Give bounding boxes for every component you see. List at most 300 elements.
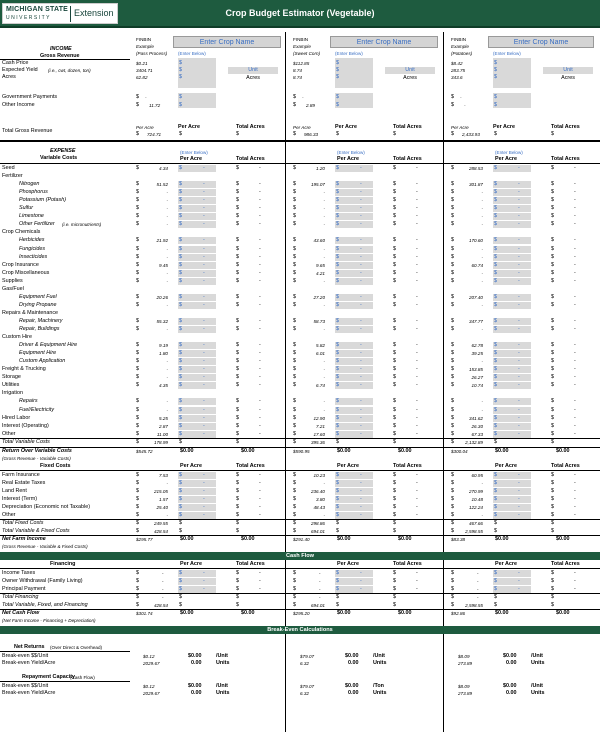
variable-cost-input[interactable]	[493, 374, 531, 381]
dollar-sign: $	[451, 131, 454, 137]
dollar-sign: $	[179, 261, 182, 268]
variable-cost-input[interactable]	[335, 326, 373, 333]
dollar-sign: $	[336, 366, 339, 373]
variable-cost-input[interactable]	[335, 246, 373, 253]
fixed-cost-input[interactable]	[178, 488, 216, 495]
variable-cost-input[interactable]	[493, 382, 531, 389]
fixed-cost-value: 215.05	[153, 488, 168, 494]
variable-cost-input[interactable]	[493, 205, 531, 212]
dollar-sign: $	[551, 253, 554, 260]
fixed-cost-input[interactable]	[493, 472, 531, 479]
total-dash: -	[416, 586, 418, 593]
input-dash: -	[518, 205, 520, 212]
dollar-sign: $	[393, 269, 396, 276]
variable-cost-input[interactable]	[493, 407, 531, 414]
dollar-sign: $	[236, 487, 239, 494]
financing-input[interactable]	[335, 578, 373, 585]
input-dash: -	[360, 277, 362, 284]
dollar-sign: $	[336, 578, 339, 585]
variable-cost-input[interactable]	[178, 181, 216, 188]
dollar-sign: $	[494, 438, 497, 445]
variable-cost-label: Custom Hire	[2, 334, 32, 341]
dollar-sign: $	[451, 205, 454, 212]
total-dash: -	[259, 495, 261, 502]
variable-cost-input[interactable]	[335, 197, 373, 204]
variable-cost-input[interactable]	[335, 407, 373, 414]
dollar-sign: $	[551, 406, 554, 413]
variable-cost-value: 4.34	[159, 166, 168, 171]
variable-cost-label: Potassium (Potash)	[19, 197, 67, 204]
variable-cost-input[interactable]	[335, 431, 373, 438]
total-dash: -	[259, 358, 261, 365]
net-cash-flow-value: $301.74	[136, 611, 153, 617]
variable-cost-input[interactable]	[178, 254, 216, 261]
variable-cost-input[interactable]	[493, 326, 531, 333]
variable-cost-input[interactable]	[178, 213, 216, 220]
fin-dash: -	[319, 571, 321, 577]
variable-cost-input[interactable]	[493, 342, 531, 349]
fin-dash: -	[162, 587, 164, 593]
variable-cost-input[interactable]	[178, 270, 216, 277]
dollar-sign: $	[494, 358, 497, 365]
per-acre-label: Per Acre	[293, 125, 311, 130]
total-dash: -	[259, 586, 261, 593]
variable-cost-input[interactable]	[335, 278, 373, 285]
variable-cost-input[interactable]	[178, 294, 216, 301]
dollar-sign: $	[451, 213, 454, 220]
dollar-sign: $	[494, 197, 497, 204]
dollar-sign: $	[494, 94, 497, 100]
variable-cost-input[interactable]	[178, 237, 216, 244]
financing-input[interactable]	[178, 578, 216, 585]
variable-cost-input[interactable]	[493, 350, 531, 357]
total-dash: -	[259, 165, 261, 171]
variable-cost-input[interactable]	[335, 342, 373, 349]
variable-cost-input[interactable]	[178, 358, 216, 365]
dollar-sign: $	[236, 181, 239, 188]
variable-cost-input[interactable]	[178, 197, 216, 204]
dollar-sign: $	[551, 479, 554, 486]
govt-other-input[interactable]	[493, 93, 531, 108]
price-yield-acres-input[interactable]	[493, 58, 531, 88]
variable-cost-input[interactable]	[335, 415, 373, 422]
variable-cost-input[interactable]	[493, 398, 531, 405]
variable-cost-input[interactable]	[493, 358, 531, 365]
dollar-sign: $	[236, 471, 239, 478]
input-dash: -	[360, 495, 362, 502]
variable-cost-input[interactable]	[178, 262, 216, 269]
dollar-sign: $	[336, 374, 339, 381]
variable-cost-input[interactable]	[178, 165, 216, 172]
price-yield-acres-input[interactable]	[335, 58, 373, 88]
dollar-sign: $	[551, 520, 554, 527]
variable-cost-value: 341.62	[468, 415, 483, 421]
variable-cost-input[interactable]	[178, 318, 216, 325]
fixed-cost-input[interactable]	[335, 488, 373, 495]
fixed-cost-input[interactable]	[493, 480, 531, 487]
total-dash: -	[416, 245, 418, 252]
dollar-sign: $	[336, 74, 339, 80]
variable-cost-label: Irrigation	[2, 390, 23, 397]
dollar-sign: $	[236, 479, 239, 486]
financing-input[interactable]	[178, 586, 216, 593]
acres-value: 8.74	[293, 75, 302, 80]
variable-cost-input[interactable]	[335, 254, 373, 261]
unit-label: Unit	[248, 67, 258, 73]
dollar-sign: $	[336, 102, 339, 108]
variable-cost-value: -	[166, 278, 168, 284]
financing-input[interactable]	[493, 570, 531, 577]
variable-cost-label: Repairs	[19, 398, 38, 405]
cash-price-value: $112.85	[293, 61, 310, 66]
nfi-per-acre-value: $0.00	[337, 536, 351, 543]
variable-cost-input[interactable]	[335, 350, 373, 357]
variable-cost-input[interactable]	[178, 246, 216, 253]
dollar-sign: $	[551, 317, 554, 324]
variable-cost-label: Storage	[2, 374, 21, 381]
variable-cost-label: Equipment Fuel	[19, 293, 57, 300]
input-dash: -	[203, 414, 205, 421]
fixed-cost-input[interactable]	[493, 512, 531, 519]
total-vf-value: 694.01	[310, 529, 325, 535]
variable-cost-input[interactable]	[335, 270, 373, 277]
dollar-sign: $	[179, 277, 182, 284]
variable-cost-label: Repair, Buildings	[19, 326, 60, 332]
variable-cost-input[interactable]	[335, 358, 373, 365]
variable-cost-value: -	[323, 190, 325, 196]
dollar-sign: $	[293, 221, 296, 228]
per-acre-header: Per Acre	[180, 462, 202, 469]
input-dash: -	[518, 578, 520, 585]
variable-cost-input[interactable]	[493, 278, 531, 285]
variable-cost-label: Repair, Machinery	[19, 317, 63, 324]
financing-input[interactable]	[335, 570, 373, 577]
variable-cost-input[interactable]	[178, 423, 216, 430]
dollar-sign: $	[494, 430, 497, 437]
total-dash: -	[574, 213, 576, 220]
variable-cost-input[interactable]	[335, 262, 373, 269]
variable-cost-input[interactable]	[335, 382, 373, 389]
variable-cost-input[interactable]	[335, 213, 373, 220]
dollar-sign: $	[336, 317, 339, 324]
input-dash: -	[518, 261, 520, 268]
per-acre-label: Per Acre	[451, 125, 469, 130]
dollar-sign: $	[336, 570, 339, 577]
dollar-sign: $	[393, 602, 396, 609]
input-dash: -	[360, 471, 362, 478]
total-dash: -	[416, 301, 418, 308]
input-dash: -	[518, 253, 520, 260]
financing-input[interactable]	[178, 570, 216, 577]
govt-payments-value: -	[145, 95, 147, 100]
variable-cost-label: Custom Application	[19, 358, 66, 365]
enter-below-hint: (Enter Below)	[493, 51, 521, 56]
input-dash: -	[360, 221, 362, 228]
variable-cost-input[interactable]	[335, 237, 373, 244]
dollar-sign: $	[494, 382, 497, 389]
fixed-cost-input[interactable]	[335, 512, 373, 519]
variable-cost-input[interactable]	[335, 366, 373, 373]
input-dash: -	[360, 205, 362, 212]
crop-name-input[interactable]: Enter Crop Name	[330, 36, 438, 48]
dollar-sign: $	[179, 487, 182, 494]
variable-cost-value: 17.60	[313, 431, 325, 437]
dollar-sign: $	[293, 586, 296, 593]
dollar-sign: $	[293, 165, 296, 171]
dollar-sign: $	[136, 245, 139, 252]
variable-cost-input[interactable]	[493, 246, 531, 253]
dollar-sign: $	[336, 406, 339, 413]
total-dash: -	[416, 197, 418, 204]
fin-dash: -	[162, 571, 164, 577]
dollar-sign: $	[136, 382, 139, 389]
financing-input[interactable]	[335, 586, 373, 593]
dollar-sign: $	[451, 520, 454, 527]
crop-name-input[interactable]: Enter Crop Name	[173, 36, 281, 48]
dollar-sign: $	[336, 293, 339, 300]
variable-cost-input[interactable]	[178, 205, 216, 212]
variable-cost-input[interactable]	[493, 254, 531, 261]
govt-other-input[interactable]	[335, 93, 373, 108]
variable-cost-value: -	[481, 190, 483, 196]
variable-cost-value: -	[323, 302, 325, 308]
variable-cost-input[interactable]	[493, 415, 531, 422]
total-acres-header: Total Acres	[236, 561, 265, 568]
total-dash: -	[574, 253, 576, 260]
dollar-sign: $	[136, 438, 139, 445]
fixed-cost-input[interactable]	[335, 472, 373, 479]
dollar-sign: $	[494, 131, 497, 137]
total-dash: -	[259, 261, 261, 268]
dollar-sign: $	[293, 326, 296, 332]
dollar-sign: $	[136, 366, 139, 373]
fixed-cost-input[interactable]	[335, 496, 373, 503]
dollar-sign: $	[136, 261, 139, 268]
variable-cost-input[interactable]	[335, 423, 373, 430]
variable-cost-value: -	[166, 302, 168, 308]
variable-cost-input[interactable]	[178, 431, 216, 438]
variable-cost-input[interactable]	[335, 221, 373, 228]
input-dash: -	[360, 503, 362, 510]
variable-cost-input[interactable]	[493, 431, 531, 438]
variable-cost-input[interactable]	[178, 398, 216, 405]
fixed-cost-input[interactable]	[493, 488, 531, 495]
variable-cost-input[interactable]	[493, 262, 531, 269]
section-rule	[0, 140, 600, 142]
dollar-sign: $	[551, 438, 554, 445]
fixed-cost-value: 3.80	[316, 496, 325, 502]
dollar-sign: $	[494, 301, 497, 308]
variable-cost-input[interactable]	[335, 294, 373, 301]
total-gross-label: Total Gross Revenue	[2, 128, 53, 134]
input-dash: -	[518, 277, 520, 284]
total-dash: -	[416, 317, 418, 324]
fixed-cost-input[interactable]	[335, 480, 373, 487]
dollar-sign: $	[179, 438, 182, 445]
variable-cost-input[interactable]	[493, 221, 531, 228]
variable-cost-value: 207.40	[468, 294, 483, 300]
dollar-sign: $	[551, 277, 554, 284]
variable-cost-label: Drying Propane	[19, 301, 57, 308]
variable-cost-input[interactable]	[335, 205, 373, 212]
per-acre-header: Per Acre	[337, 561, 359, 568]
breakeven-price-calc: $0.00	[345, 683, 359, 690]
dollar-sign: $	[451, 197, 454, 204]
dollar-sign: $	[179, 181, 182, 188]
total-fixed-label: Total Fixed Costs	[2, 520, 44, 527]
return-over-variable-value: $545.72	[136, 448, 153, 454]
total-dash: -	[574, 269, 576, 276]
variable-cost-value: 395.36	[310, 439, 325, 445]
breakeven-price-calc: $0.00	[188, 653, 202, 660]
price-yield-acres-input[interactable]	[178, 58, 216, 88]
fixed-cost-input[interactable]	[178, 504, 216, 511]
total-acres-header: Total Acres	[393, 124, 422, 130]
variable-cost-value: -	[166, 214, 168, 220]
total-dash: -	[416, 165, 418, 171]
fixed-cost-value: -	[481, 480, 483, 486]
input-dash: -	[360, 350, 362, 357]
govt-other-input[interactable]	[178, 93, 216, 108]
variable-cost-input[interactable]	[178, 302, 216, 309]
fixed-cost-label: Farm Insurance	[2, 471, 40, 478]
variable-cost-input[interactable]	[335, 374, 373, 381]
dollar-sign: $	[451, 221, 454, 228]
variable-cost-value: 12.90	[313, 415, 325, 421]
govt-payments-value: -	[302, 95, 304, 100]
variable-cost-input[interactable]	[335, 302, 373, 309]
variable-cost-input[interactable]	[178, 189, 216, 196]
dollar-sign: $	[551, 430, 554, 437]
dollar-sign: $	[236, 528, 239, 535]
variable-cost-value: -	[323, 407, 325, 413]
fixed-cost-input[interactable]	[493, 496, 531, 503]
dollar-sign: $	[336, 213, 339, 220]
variable-cost-input[interactable]	[335, 165, 373, 172]
dollar-sign: $	[236, 495, 239, 502]
variable-cost-input[interactable]	[178, 407, 216, 414]
variable-cost-input[interactable]	[335, 181, 373, 188]
input-dash: -	[203, 293, 205, 300]
dollar-sign: $	[136, 131, 139, 137]
dollar-sign: $	[393, 237, 396, 244]
govt-payments-label: Government Payments	[2, 94, 58, 100]
fixed-cost-value: 270.99	[468, 488, 483, 494]
variable-cost-input[interactable]	[178, 278, 216, 285]
fixed-cost-input[interactable]	[178, 512, 216, 519]
header-rule	[0, 470, 600, 471]
dollar-sign: $	[179, 578, 182, 585]
input-dash: -	[518, 237, 520, 244]
dollar-sign: $	[393, 578, 396, 585]
breakeven-price-calc: $0.00	[503, 653, 517, 660]
variable-cost-input[interactable]	[178, 366, 216, 373]
variable-cost-input[interactable]	[335, 318, 373, 325]
variable-cost-input[interactable]	[335, 189, 373, 196]
financing-input[interactable]	[493, 578, 531, 585]
dollar-sign: $	[393, 398, 396, 405]
dollar-sign: $	[179, 503, 182, 510]
dollar-sign: $	[336, 398, 339, 405]
variable-cost-input[interactable]	[493, 423, 531, 430]
per-acre-header: Per Acre	[178, 124, 200, 130]
crop-name-input[interactable]: Enter Crop Name	[488, 36, 594, 48]
dollar-sign: $	[179, 430, 182, 437]
dollar-sign: $	[236, 422, 239, 429]
variable-cost-value: 27.20	[313, 294, 325, 300]
dollar-sign: $	[293, 301, 296, 308]
variable-cost-value: 11.00	[156, 431, 168, 437]
variable-cost-input[interactable]	[178, 342, 216, 349]
variable-cost-value: -	[166, 198, 168, 204]
fixed-cost-input[interactable]	[335, 504, 373, 511]
variable-cost-input[interactable]	[178, 350, 216, 357]
input-dash: -	[518, 422, 520, 429]
dollar-sign: $	[393, 430, 396, 437]
dollar-sign: $	[393, 205, 396, 212]
total-dash: -	[574, 430, 576, 437]
cash-price-value: $8.42	[451, 61, 463, 66]
dollar-sign: $	[236, 165, 239, 171]
variable-cost-input[interactable]	[493, 270, 531, 277]
dollar-sign: $	[136, 293, 139, 300]
fixed-cost-input[interactable]	[178, 472, 216, 479]
variable-cost-input[interactable]	[493, 302, 531, 309]
return-per-acre-value: $0.00	[180, 447, 194, 454]
net-farm-income-sub: (Gross Revenue - Variable & Fixed Costs)	[2, 544, 88, 550]
financing-input[interactable]	[493, 586, 531, 593]
dollar-sign: $	[336, 479, 339, 486]
variable-cost-value: 4.21	[316, 270, 325, 276]
variable-cost-input[interactable]	[493, 318, 531, 325]
variable-cost-input[interactable]	[493, 213, 531, 220]
variable-cost-input[interactable]	[335, 398, 373, 405]
fixed-cost-input[interactable]	[178, 496, 216, 503]
variable-cost-input[interactable]	[493, 237, 531, 244]
variable-cost-input[interactable]	[493, 165, 531, 172]
input-dash: -	[360, 366, 362, 373]
variable-cost-value: -	[166, 190, 168, 196]
variable-cost-input[interactable]	[178, 326, 216, 333]
variable-cost-input[interactable]	[178, 415, 216, 422]
input-dash: -	[518, 374, 520, 381]
fixed-cost-input[interactable]	[178, 480, 216, 487]
input-dash: -	[203, 570, 205, 577]
variable-cost-input[interactable]	[178, 374, 216, 381]
variable-cost-input[interactable]	[178, 382, 216, 389]
variable-cost-input[interactable]	[493, 294, 531, 301]
breakeven-price-value: $8.09	[458, 684, 470, 690]
total-dash: -	[259, 277, 261, 284]
total-dash: -	[574, 382, 576, 389]
breakeven-yield-calc: 0.00	[506, 660, 517, 667]
variable-cost-input[interactable]	[178, 221, 216, 228]
variable-cost-input[interactable]	[493, 189, 531, 196]
total-fixed-value: 249.55	[153, 521, 168, 527]
dollar-sign: $	[336, 301, 339, 308]
variable-cost-input[interactable]	[493, 366, 531, 373]
dollar-sign: $	[293, 512, 296, 518]
variable-cost-value: 67.33	[471, 431, 483, 437]
variable-cost-input[interactable]	[493, 197, 531, 204]
total-dash: -	[259, 406, 261, 413]
input-dash: -	[203, 430, 205, 437]
dollar-sign: $	[494, 594, 497, 601]
fixed-cost-input[interactable]	[493, 504, 531, 511]
dollar-sign: $	[236, 350, 239, 357]
return-over-variable-sub: (Gross Revenue - Variable Costs)	[2, 455, 71, 461]
variable-cost-input[interactable]	[493, 181, 531, 188]
